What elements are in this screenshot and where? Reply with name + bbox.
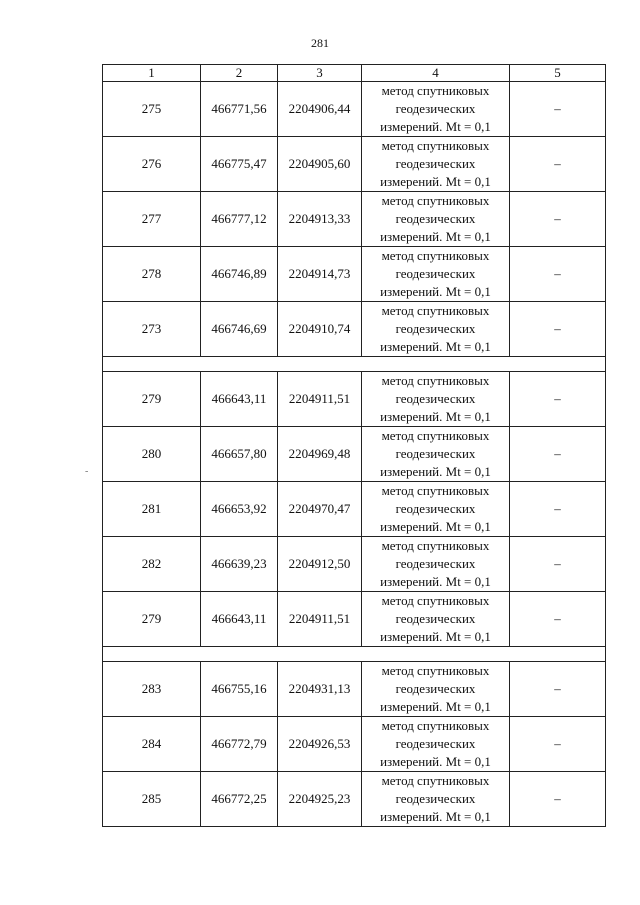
method-line: метод спутниковых [381,773,490,788]
x-coordinate-cell: 466777,12 [201,192,278,247]
x-coordinate-cell: 466653,92 [201,482,278,537]
method-line: метод спутниковых [381,663,490,678]
method-cell [362,247,510,302]
y-coordinate-cell: 2204931,13 [278,662,362,717]
note-cell: – [510,427,606,482]
method-cell [362,772,510,827]
point-number-cell: 282 [103,537,201,592]
method-cell [362,662,510,717]
margin-mark: - [85,466,89,477]
x-coordinate-cell: 466775,47 [201,137,278,192]
y-coordinate-cell: 2204910,74 [278,302,362,357]
method-cell [362,192,510,247]
method-line: измерений. Mt = 0,1 [380,519,491,534]
point-number-cell: 279 [103,592,201,647]
point-number-cell: 273 [103,302,201,357]
method-line: метод спутниковых [381,483,490,498]
method-line: метод спутниковых [381,593,490,608]
table-row [103,247,606,302]
table-row [103,592,606,647]
y-coordinate-cell: 2204925,23 [278,772,362,827]
x-coordinate-cell: 466755,16 [201,662,278,717]
point-number-cell: 280 [103,427,201,482]
note-cell: – [510,372,606,427]
method-line: измерений. Mt = 0,1 [380,339,491,354]
y-coordinate-cell: 2204926,53 [278,717,362,772]
section-separator-row [103,647,606,662]
table-row [103,372,606,427]
method-line: геодезических [395,211,476,226]
method-line: измерений. Mt = 0,1 [380,574,491,589]
section-separator-row [103,357,606,372]
method-cell [362,302,510,357]
x-coordinate-cell: 466643,11 [201,592,278,647]
table-row [103,427,606,482]
point-number-cell: 281 [103,482,201,537]
x-coordinate-cell: 466746,69 [201,302,278,357]
header-col-4: 4 [362,65,510,82]
table-row [103,662,606,717]
method-line: метод спутниковых [381,248,490,263]
y-coordinate-cell: 2204914,73 [278,247,362,302]
section-separator [103,647,606,662]
point-number-cell: 277 [103,192,201,247]
x-coordinate-cell: 466772,25 [201,772,278,827]
method-line: метод спутниковых [381,373,490,388]
y-coordinate-cell: 2204906,44 [278,82,362,137]
header-col-5: 5 [510,65,606,82]
table-row [103,482,606,537]
method-line: измерений. Mt = 0,1 [380,629,491,644]
note-cell: – [510,302,606,357]
table-body [103,82,606,827]
x-coordinate-cell: 466657,80 [201,427,278,482]
x-coordinate-cell: 466771,56 [201,82,278,137]
method-line: метод спутниковых [381,718,490,733]
y-coordinate-cell: 2204912,50 [278,537,362,592]
point-number-cell: 279 [103,372,201,427]
method-line: геодезических [395,101,476,116]
header-col-3: 3 [278,65,362,82]
method-line: метод спутниковых [381,193,490,208]
method-line: измерений. Mt = 0,1 [380,699,491,714]
y-coordinate-cell: 2204969,48 [278,427,362,482]
point-number-cell: 275 [103,82,201,137]
point-number-cell: 284 [103,717,201,772]
y-coordinate-cell: 2204911,51 [278,592,362,647]
coordinates-table [102,64,606,827]
point-number-cell: 283 [103,662,201,717]
note-cell: – [510,717,606,772]
method-cell [362,717,510,772]
note-cell: – [510,482,606,537]
y-coordinate-cell: 2204911,51 [278,372,362,427]
page-number: 281 [311,36,329,50]
x-coordinate-cell: 466639,23 [201,537,278,592]
table-row [103,537,606,592]
x-coordinate-cell: 466772,79 [201,717,278,772]
method-line: геодезических [395,611,476,626]
method-line: геодезических [395,266,476,281]
note-cell: – [510,137,606,192]
method-line: измерений. Mt = 0,1 [380,284,491,299]
table-row [103,717,606,772]
header-col-1: 1 [103,65,201,82]
method-line: метод спутниковых [381,138,490,153]
method-cell [362,537,510,592]
y-coordinate-cell: 2204913,33 [278,192,362,247]
method-line: измерений. Mt = 0,1 [380,174,491,189]
method-line: геодезических [395,391,476,406]
method-cell [362,137,510,192]
method-line: метод спутниковых [381,428,490,443]
header-col-2: 2 [201,65,278,82]
note-cell: – [510,592,606,647]
method-line: метод спутниковых [381,83,490,98]
method-line: метод спутниковых [381,303,490,318]
note-cell: – [510,537,606,592]
method-line: геодезических [395,736,476,751]
point-number-cell: 285 [103,772,201,827]
section-separator [103,357,606,372]
method-cell [362,82,510,137]
method-line: измерений. Mt = 0,1 [380,809,491,824]
method-line: геодезических [395,791,476,806]
table-row [103,192,606,247]
y-coordinate-cell: 2204970,47 [278,482,362,537]
x-coordinate-cell: 466746,89 [201,247,278,302]
table-row [103,137,606,192]
method-line: геодезических [395,321,476,336]
method-line: геодезических [395,556,476,571]
method-line: геодезических [395,156,476,171]
table-row [103,82,606,137]
table-header-row [103,65,606,82]
table-row [103,772,606,827]
note-cell: – [510,192,606,247]
table-row [103,302,606,357]
method-line: геодезических [395,681,476,696]
method-line: измерений. Mt = 0,1 [380,464,491,479]
note-cell: – [510,772,606,827]
note-cell: – [510,82,606,137]
note-cell: – [510,662,606,717]
y-coordinate-cell: 2204905,60 [278,137,362,192]
method-line: измерений. Mt = 0,1 [380,754,491,769]
point-number-cell: 278 [103,247,201,302]
method-cell [362,427,510,482]
method-cell [362,372,510,427]
method-cell [362,592,510,647]
x-coordinate-cell: 466643,11 [201,372,278,427]
point-number-cell: 276 [103,137,201,192]
method-line: метод спутниковых [381,538,490,553]
method-line: геодезических [395,501,476,516]
note-cell: – [510,247,606,302]
method-line: измерений. Mt = 0,1 [380,119,491,134]
method-line: измерений. Mt = 0,1 [380,229,491,244]
method-line: геодезических [395,446,476,461]
method-line: измерений. Mt = 0,1 [380,409,491,424]
method-cell [362,482,510,537]
